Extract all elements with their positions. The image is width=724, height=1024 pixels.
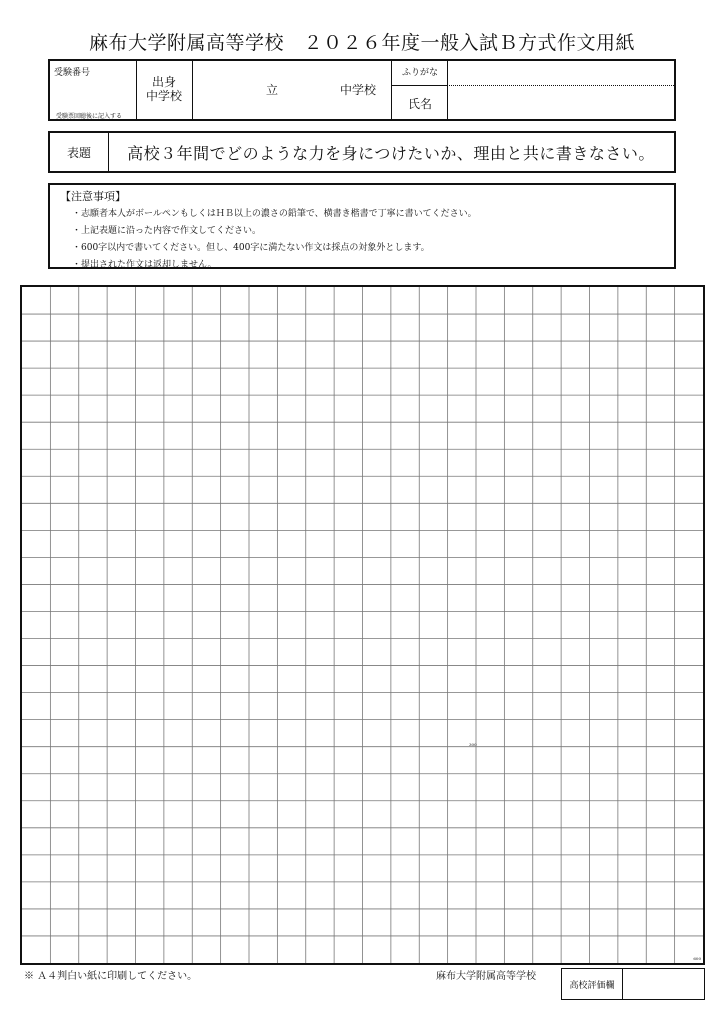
notes-heading: 【注意事項】: [60, 190, 126, 203]
print-note: ※ Ａ４判白い紙に印刷してください。: [24, 971, 198, 982]
note-item: ・提出された作文は返却しません。: [72, 260, 217, 270]
note-item: ・志願者本人がボールペンもしくはＨＢ以上の濃さの鉛筆で、横書き楷書で丁寧に書いてください。: [72, 209, 477, 219]
exam-number-field[interactable]: [52, 75, 134, 107]
notes-box: [48, 183, 676, 269]
school-label-line1: 出身: [151, 75, 176, 89]
writing-grid[interactable]: [20, 285, 705, 965]
school-label: [136, 75, 192, 103]
name-field[interactable]: [448, 86, 674, 119]
evaluation-field[interactable]: [623, 969, 704, 999]
note-item: ・600字以内で書いてください。但し、400字に満たない作文は採点の対象外とします。: [72, 243, 430, 253]
junior-high-label: 中学校: [340, 83, 377, 97]
char-count-marker-300: 300: [469, 742, 477, 747]
public-mark: 立: [266, 83, 279, 97]
evaluation-box: [561, 968, 705, 1000]
subject-text: 高校３年間でどのような力を身につけたいか、理由と共に書きなさい。: [127, 143, 655, 163]
divider: [391, 85, 447, 86]
note-item: ・上記表題に沿った内容で作文してください。: [72, 226, 262, 236]
furigana-field[interactable]: [448, 61, 674, 85]
school-label-line2: 中学校: [145, 89, 182, 103]
exam-number-note: 受験票回聴後に記入する: [56, 113, 123, 120]
grid-lines: [22, 287, 703, 963]
page-title: 麻布大学附属高等学校 ２０２６年度一般入試Ｂ方式作文用紙: [88, 32, 635, 54]
divider: [391, 61, 392, 119]
applicant-info-form: [48, 59, 676, 121]
char-count-marker-600: 600: [693, 956, 701, 961]
subject-label: 表題: [50, 133, 109, 171]
name-label: 氏名: [407, 97, 432, 111]
furigana-label: ふりがな: [401, 68, 438, 78]
evaluation-label: 高校評価欄: [562, 969, 623, 999]
exam-number-label: 受験番号: [54, 68, 91, 78]
subject-box: [48, 131, 676, 173]
footer-school-name: 麻布大学附属高等学校: [436, 971, 536, 982]
